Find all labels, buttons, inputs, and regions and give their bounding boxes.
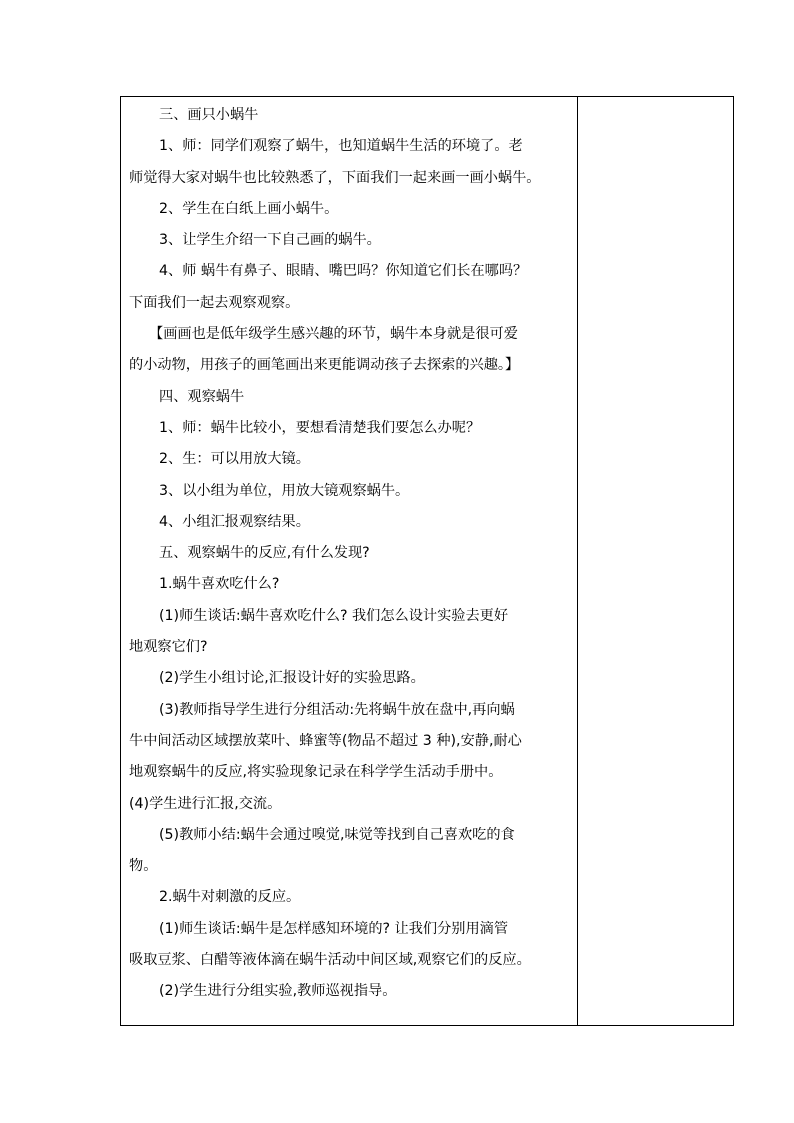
text-line: 三、画只小蜗牛 xyxy=(159,107,259,123)
text-line: 四、观察蜗牛 xyxy=(159,388,245,405)
text-line: 2、生：可以用放大镜。 xyxy=(159,451,310,468)
text-line: 下面我们一起去观察观察。 xyxy=(129,294,300,311)
lesson-content-cell xyxy=(121,97,578,1026)
text-line: 【画画也是低年级学生感兴趣的环节，蜗牛本身就是很可爱 xyxy=(149,326,518,343)
lesson-table xyxy=(120,96,734,1026)
table-row xyxy=(121,97,734,1026)
text-line: 3、让学生介绍一下自己画的蜗牛。 xyxy=(159,232,381,249)
text-line: (1)师生谈话:蜗牛是怎样感知环境的? 让我们分别用滴管 xyxy=(159,920,509,937)
text-line: (5)教师小结:蜗牛会通过嗅觉,味觉等找到自己喜欢吃的食 xyxy=(159,826,515,843)
text-line: 地观察它们? xyxy=(129,639,208,656)
text-line: 3、以小组为单位，用放大镜观察蜗牛。 xyxy=(159,482,410,499)
text-line: 五、观察蜗牛的反应,有什么发现? xyxy=(159,545,370,562)
text-line: (4)学生进行汇报,交流。 xyxy=(129,795,282,812)
notes-column-cell xyxy=(578,97,734,1026)
text-line: 4、师 蜗牛有鼻子、眼睛、嘴巴吗？你知道它们长在哪吗？ xyxy=(159,263,528,280)
text-line: (2)学生小组讨论,汇报设计好的实验思路。 xyxy=(159,670,425,687)
lesson-content xyxy=(121,97,577,1008)
text-line: 牛中间活动区域摆放菜叶、蜂蜜等(物品不超过 3 种),安静,耐心 xyxy=(129,732,522,749)
text-line: (2)学生进行分组实验,教师巡视指导。 xyxy=(159,983,397,1000)
text-line: 师觉得大家对蜗牛也比较熟悉了，下面我们一起来画一画小蜗牛。 xyxy=(129,169,541,186)
text-line: 4、小组汇报观察结果。 xyxy=(159,513,310,530)
text-line: 吸取豆浆、白醋等液体滴在蜗牛活动中间区域,观察它们的反应。 xyxy=(129,952,531,969)
text-line: 1.蜗牛喜欢吃什么? xyxy=(159,576,280,593)
text-line: 1、师：同学们观察了蜗牛，也知道蜗牛生活的环境了。老 xyxy=(159,138,523,155)
text-line: 物。 xyxy=(129,858,158,875)
text-line: 1、师：蜗牛比较小，要想看清楚我们要怎么办呢？ xyxy=(159,419,481,436)
text-line: 地观察蜗牛的反应,将实验现象记录在科学学生活动手册中。 xyxy=(129,764,503,781)
text-line: (3)教师指导学生进行分组活动:先将蜗牛放在盘中,再向蜗 xyxy=(159,701,515,718)
text-line: 2、学生在白纸上画小蜗牛。 xyxy=(159,200,339,217)
text-line: 的小动物，用孩子的画笔画出来更能调动孩子去探索的兴趣。】 xyxy=(129,357,520,374)
text-line: 2.蜗牛对刺激的反应。 xyxy=(159,889,301,906)
text-line: (1)师生谈话:蜗牛喜欢吃什么? 我们怎么设计实验去更好 xyxy=(159,607,509,624)
